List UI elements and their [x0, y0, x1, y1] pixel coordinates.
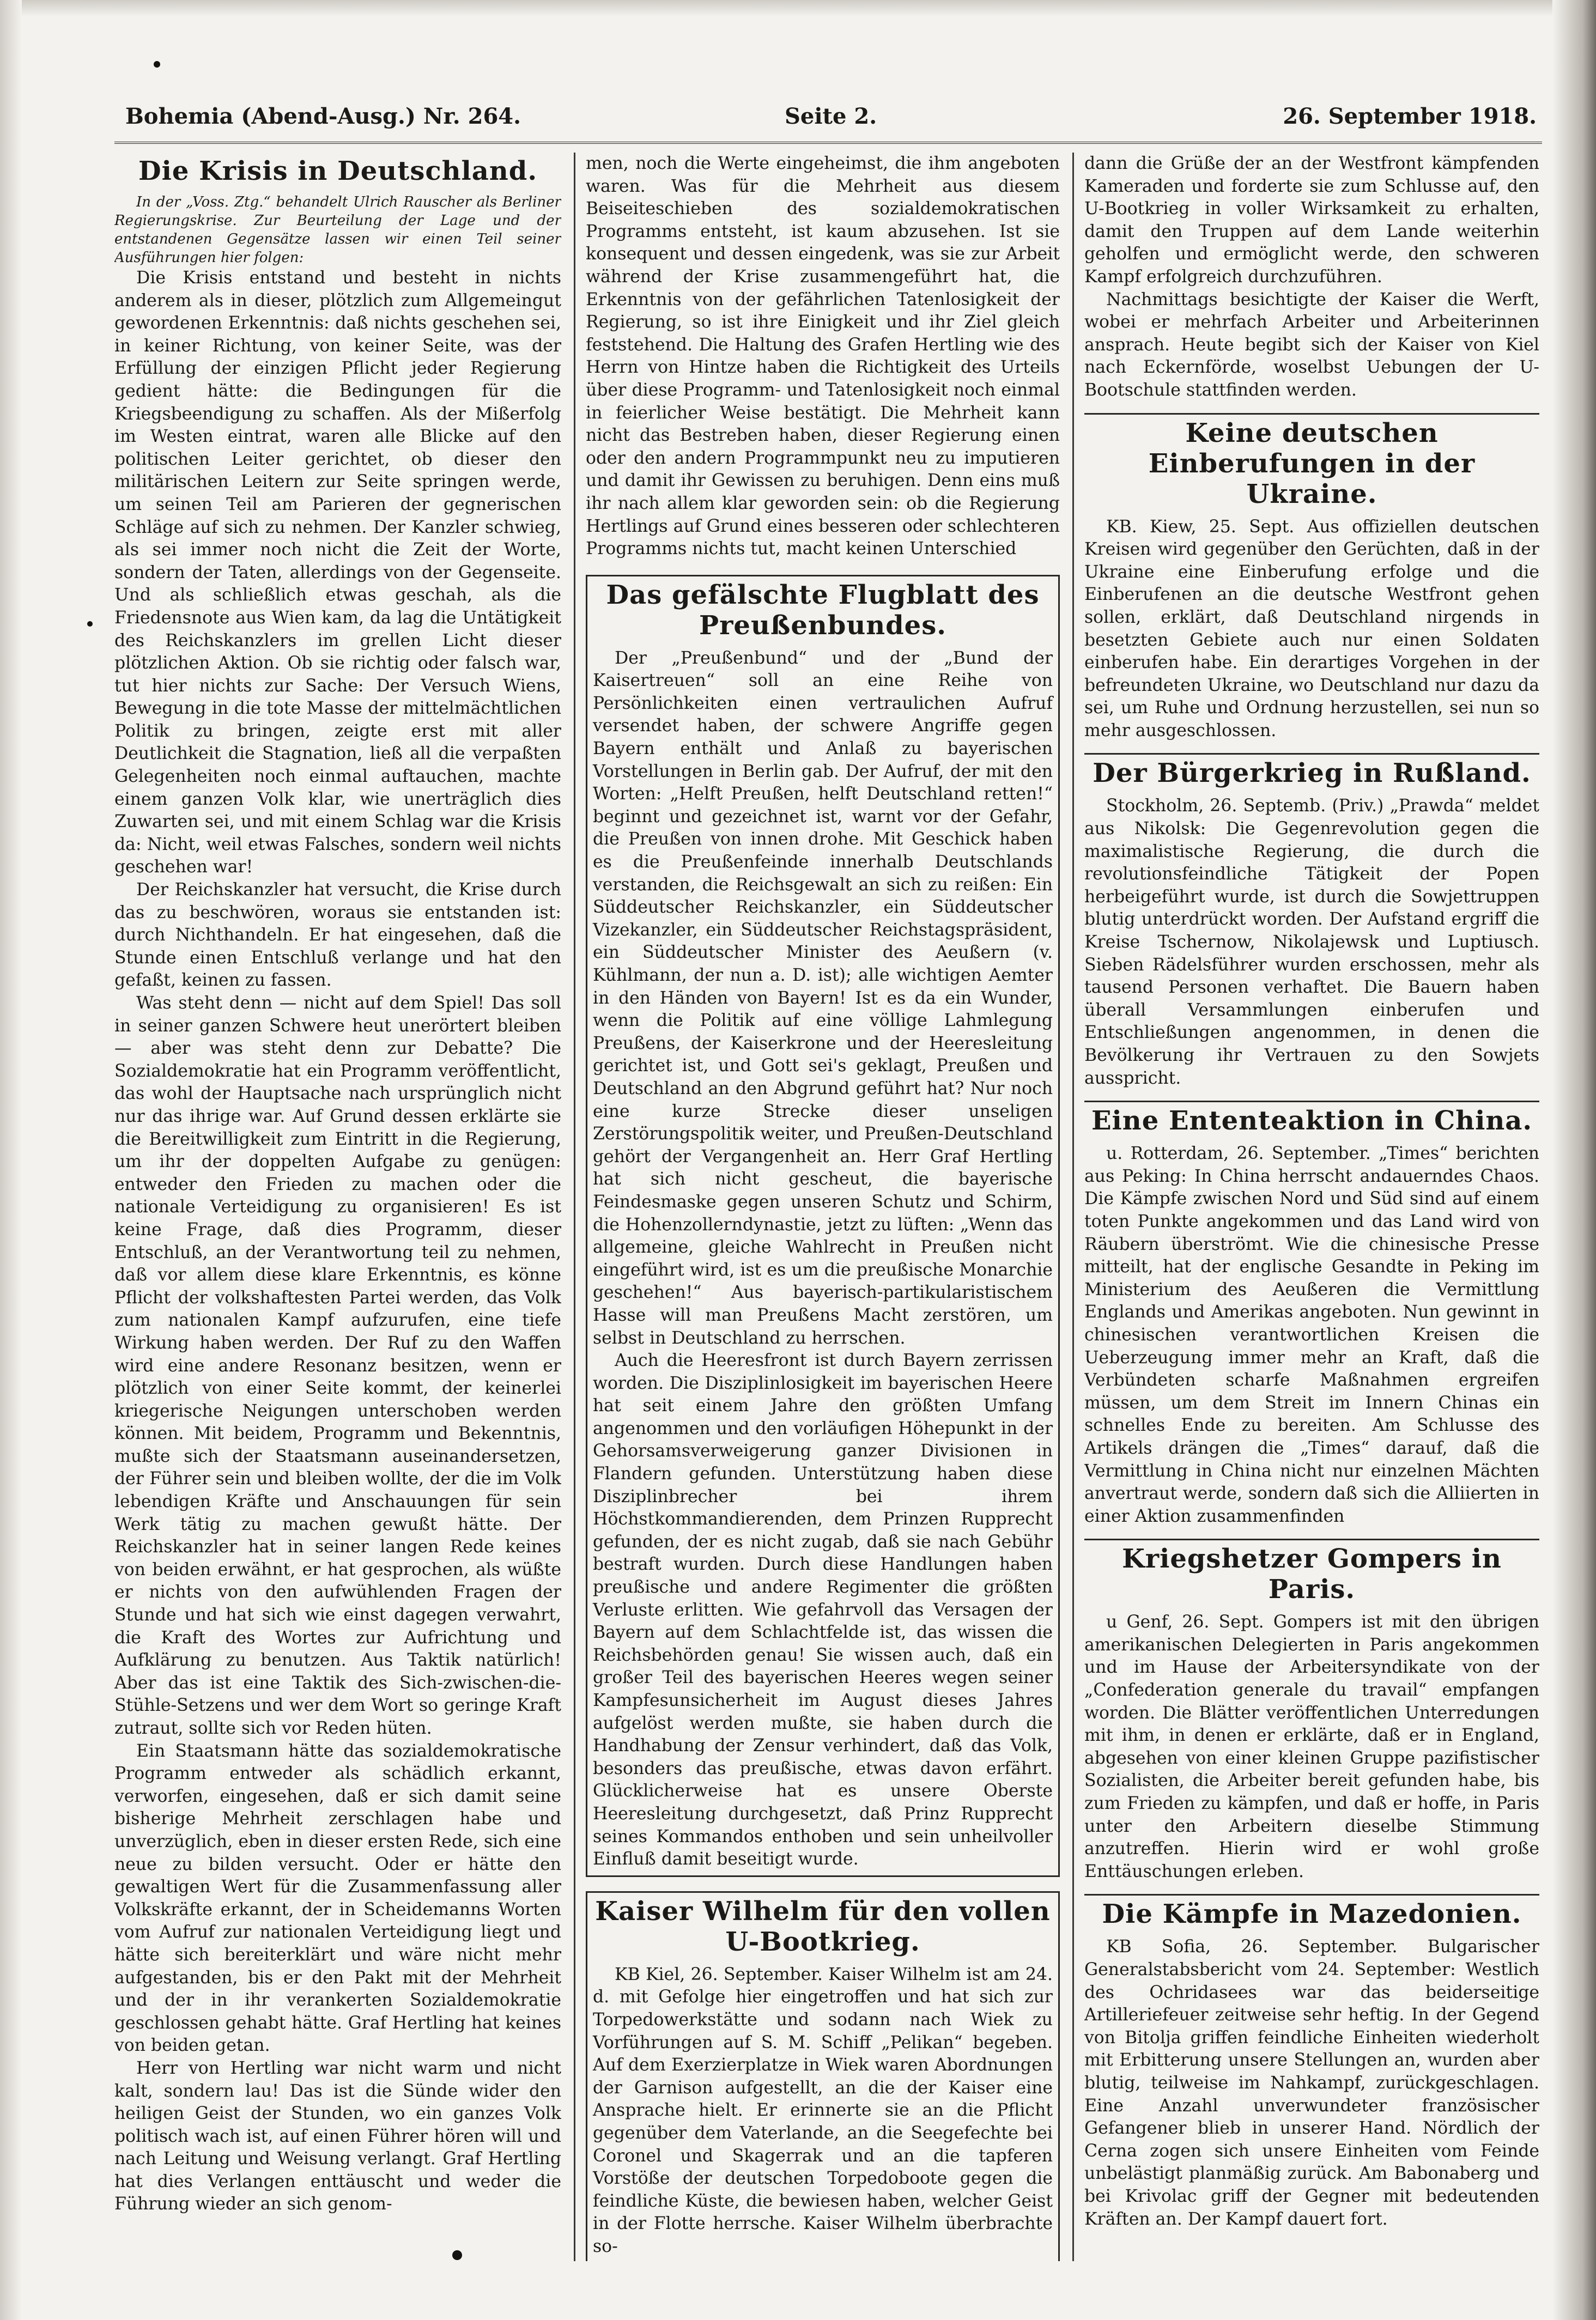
- article-box-kaiser: [586, 1891, 1060, 2261]
- article-paragraph: Nachmittags besichtigte der Kaiser die Werft, wobei er mehrfach Arbeiter und Arbeiterinnen ansprach. Heute begibt sich der Kaiser von Kiel nach Eckernförde, woselbst Uebungen der U-Bootschule stattfinden werden.: [1084, 289, 1539, 400]
- scan-edge-right: [1552, 0, 1596, 2320]
- newspaper-page: [114, 87, 1542, 2267]
- article-title-russland: Der Bürgerkrieg in Rußland.: [1093, 758, 1531, 789]
- article-continuation: men, noch die Werte eingeheimst, die ihm angeboten waren. Was für die Mehrheit aus diesem Beiseiteschieben des sozialdemokratischen Programms entsteht, ist kaum abzusehen. Ist sie konsequent und dessen eingedenk, was sie zur Arbeit während der Krise zusammengeführt hat, die Erkenntnis von der gefährlichen Tatenlosigkeit der Regierung, so ist ihre Einigkeit und ihr Ziel gleich feststehend. Die Haltung des Grafen Hertling wie des Herrn von Hintze haben die Richtigkeit des Urteils über diese Programm- und Tatenlosigkeit noch einmal in feierlicher Weise bestätigt. Die Mehrheit kann nicht das Bestreben haben, dieser Regierung einen oder den andern Programmpunkt neu zu imputieren und damit ihr Gewissen zu beruhigen. Denn eins muß ihr nach allem klar geworden sein: ob die Regierung Hertlings auf Grund eines besseren oder schlechteren Programms nichts tut, macht keinen Unterschied: [586, 154, 1060, 559]
- article-separator: [1084, 1539, 1539, 1540]
- masthead: [114, 104, 1542, 142]
- masthead-paper-issue: Bohemia (Abend-Ausg.) Nr. 264.: [125, 104, 521, 129]
- column-3: [1084, 153, 1539, 2261]
- article-separator: [1084, 753, 1539, 755]
- article-continuation: dann die Grüße der an der Westfront kämpfenden Kameraden und forderte sie zum Schlusse auf, den U-Bootkrieg in voller Wirksamkeit zu erhalten, damit den Truppen auf dem Lande weiterhin geholfen und ermöglicht werde, den schweren Kampf erfolgreich durchzuführen.: [1084, 154, 1539, 287]
- article-paragraph: u. Rotterdam, 26. September. „Times“ berichten aus Peking: In China herrscht andauerndes Chaos. Die Kämpfe zwischen Nord und Süd sind auf einem toten Punkte angekommen und das Land wird von Räubern überströmt. Wie die chinesische Presse mitteilt, hat der englische Gesandte in Peking im Ministerium des Aeußeren die Vermittlung Englands und Amerikas angeboten. Nun gewinnt in chinesischen verantwortlichen Kreisen die Ueberzeugung immer mehr an Kraft, daß die Verbündeten scharfe Maßnahmen ergreifen müssen, um dem Streit im Innern Chinas ein schnelles Ende zu bereiten. Am Schlusse des Artikels drängen die „Times“ darauf, daß die Vermittlung in China nicht nur einzelnen Mächten anvertraut werde, sondern daß sich die Alliierten in einer Aktion zusammenfinden: [1084, 1144, 1539, 1526]
- ink-speck: [87, 621, 93, 627]
- article-paragraph: Der Reichskanzler hat versucht, die Krise durch das zu beschwören, woraus sie entstanden ist: durch Nichthandeln. Er hat eingesehen, daß die Stunde einen Entschluß verlange und hat den gefaßt, keinen zu fassen.: [114, 880, 561, 991]
- article-paragraph: Ein Staatsmann hätte das sozialdemokratische Programm entweder als schädlich erkannt, verworfen, eingesehen, daß er sich damit seine bisherige Mehrheit zerschlagen habe und unverzüglich, eben in dieser ersten Rede, sich eine neue zu bilden versucht. Oder er hätte den gewaltigen Wert für die Zusammenfassung aller Volkskräfte erkannt, der in Scheidemanns Worten vom Aufruf zur nationalen Verteidigung liegt und hätte sich bereiterklärt und wäre nicht mehr aufgestanden, bis er den Pakt mit der Mehrheit und der in ihr verankerten Sozialdemokratie geschlossen gehabt hätte. Graf Hertling hat keines von beiden getan.: [114, 1741, 561, 2056]
- article-paragraph: u Genf, 26. Sept. Gompers ist mit den übrigen amerikanischen Delegierten in Paris angekommen und im Hause der Arbeitersyndikate von der „Confederation generale du travail“ empfangen worden. Die Blätter veröffentlichen Unterredungen mit ihm, in denen er erklärte, daß er in England, abgesehen von einer kleinen Gruppe pazifistischer Sozialisten, die Arbeiter bereit gefunden habe, bis zum Frieden zu kämpfen, und daß er hoffe, in Paris unter den Arbeitern dieselbe Stimmung anzutreffen. Hierin wird er wohl große Enttäuschungen erleben.: [1084, 1612, 1539, 1881]
- article-separator: [1084, 1101, 1539, 1102]
- article-title-kaiser: Kaiser Wilhelm für den vollen U-Bootkrieg.: [595, 1896, 1051, 1957]
- column-2: [586, 153, 1060, 2261]
- article-box-flugblatt: [586, 575, 1060, 1877]
- scan-edge-left: [0, 0, 22, 2320]
- article-paragraph: KB Kiel, 26. September. Kaiser Wilhelm ist am 24. d. mit Gefolge hier eingetroffen und hat sich zur Torpedowerkstätte und sodann nach Wiek zu Vorführungen auf S. M. Schiff „Pelikan“ begeben. Auf dem Exerzierplatze in Wiek waren Abordnungen der Garnison aufgestellt, an die der Kaiser eine Ansprache hielt. Er erinnerte sie an die Pflicht gegenüber dem Vaterlande, an die Seegefechte bei Coronel und Skagerrak und an die tapferen Vorstöße der deutschen Torpedoboote gegen die feindliche Küste, die bewiesen haben, welcher Geist in der Flotte herrsche. Kaiser Wilhelm überbrachte so-: [593, 1964, 1053, 2256]
- article-separator: [1084, 413, 1539, 415]
- masthead-rule: [114, 142, 1542, 144]
- masthead-page-number: Seite 2.: [785, 104, 877, 129]
- column-rule: [574, 153, 575, 2261]
- article-title-china: Eine Ententeaktion in China.: [1091, 1106, 1533, 1137]
- article-separator: [1084, 1894, 1539, 1896]
- column-1: [114, 153, 561, 2261]
- article-title-gompers: Kriegshetzer Gompers in Paris.: [1122, 1544, 1502, 1605]
- scan-edge-top: [0, 0, 1596, 16]
- article-intro: In der „Voss. Ztg.“ behandelt Ulrich Rauscher als Berliner Regierungskrise. Zur Beurteilung der Lage und der entstandenen Gegensätze lassen wir einen Teil seiner Ausführungen hier folgen:: [114, 194, 561, 266]
- article-paragraph: Der „Preußenbund“ und der „Bund der Kaisertreuen“ soll an eine Reihe von Persönlichkeiten einen vertraulichen Aufruf versendet haben, der schwere Angriffe gegen Bayern enthält und Anlaß zu bayerischen Vorstellungen in Berlin gab. Der Aufruf, der mit den Worten: „Helft Preußen, helft Deutschland retten!“ beginnt und gezeichnet ist, warnt vor der Gefahr, die Preußen von innen drohe. Mit Geschick haben es die Preußenfeinde innerhalb Deutschlands verstanden, die Reichsgewalt an sich zu reißen: Ein Süddeutscher Reichskanzler, ein Süddeutscher Vizekanzler, ein Süddeutscher Reichstagspräsident, ein Süddeutscher Minister des Aeußern (v. Kühlmann, der nun a. D. ist); alle wichtigen Aemter in den Händen von Bayern! Ist es da ein Wunder, wenn die Politik auf eine völlige Lahmlegung Preußens, der Kaiserkrone und der Heeresleitung gerichtet ist, und Gott sei's geklagt, Preußen und Deutschland an den Abgrund geführt hat? Nur noch eine kurze Strecke dieser unseligen Zerstörungspolitik weiter, und Preußen-Deutschland gehört der Vergangenheit an. Herr Graf Hertling hat sich nicht gescheut, die bayerische Feindesmaske gegen unseren Schutz und Schirm, die Hohenzollerndynastie, jetzt zu lüften: „Wenn das allgemeine, gleiche Wahlrecht in Preußen nicht eingeführt wird, ist es um die preußische Monarchie geschehen!“ Aus bayerisch-partikularistischem Hasse will man Preußens Macht zerstören, um selbst in Deutschland zu herrschen.: [593, 648, 1053, 1348]
- article-paragraph: Was steht denn — nicht auf dem Spiel! Das soll in seiner ganzen Schwere heut unerörtert bleiben — aber was steht denn zur Debatte? Die Sozialdemokratie hat ein Programm veröffentlicht, das wohl der Hauptsache nach ursprünglich nicht nur das ihrige war. Auf Grund dessen erklärte sie die Bereitwilligkeit zum Eintritt in die Regierung, um ihr der doppelten Aufgabe zu genügen: entweder den Frieden zu machen oder die nationale Verteidigung zu organisieren! Es ist keine Frage, daß dies Programm, dieser Entschluß, an der Verantwortung teil zu nehmen, daß vor allem diese klare Erkenntnis, es könne Pflicht der volkshaftesten Partei werden, das Volk zum nationalen Kampf aufzurufen, eine tiefe Wirkung haben werden. Der Ruf zu den Waffen wird eine andere Resonanz besitzen, wenn er plötzlich von einer Seite kommt, der keinerlei kriegerische Neigungen unterschoben werden können. Mit beidem, Programm und Bekenntnis, mußte sich der Staatsmann auseinandersetzen, der Führer sein und bleiben wollte, der die im Volk lebendigen Kräfte und Anschauungen für sein Werk tätig zu machen gewußt hätte. Der Reichskanzler hat in seiner langen Rede keines von beiden erwähnt, er hat gesprochen, als wüßte er nichts von den aufwühlenden Fragen der Stunde und hat sich wie einst dagegen verwahrt, die Kraft des Wortes zur Aufrichtung und Aufklärung zu benutzen. Aus Taktik natürlich! Aber das ist eine Taktik des Sich-zwischen-die-Stühle-Setzens und wer dem Wort so geringe Kraft zutraut, sollte sich vor Reden hüten.: [114, 993, 561, 1738]
- article-paragraph: Auch die Heeresfront ist durch Bayern zerrissen worden. Die Disziplinlosigkeit im bayerischen Heere hat seit einem Jahre den größten Umfang angenommen und den vorläufigen Höhepunkt in der Gehorsamsverweigerung ganzer Divisionen in Flandern gefunden. Unterstützung haben diese Disziplinbrecher bei ihrem Höchstkommandierenden, dem Prinzen Rupprecht gefunden, der es nicht zugab, daß sie nach Gebühr bestraft wurden. Durch diese Handlungen haben preußische und andere Regimenter die größten Verluste erlitten. Wie gefahrvoll das Versagen der Bayern auf dem Schlachtfelde ist, das wissen die Reichsbehörden genau! Sie wissen auch, daß ein großer Teil des bayerischen Heeres wegen seiner Kampfesunsicherheit im August dieses Jahres aufgelöst werden mußte, sie haben durch die Handhabung der Zensur verhindert, daß das Volk, besonders das preußische, etwas davon erfährt. Glücklicherweise hat es unsere Oberste Heeresleitung durchgesetzt, daß Prinz Rupprecht seines Kommandos enthoben und sein unheilvoller Einfluß damit beseitigt wurde.: [593, 1351, 1053, 1869]
- column-rule: [1072, 153, 1074, 2261]
- article-paragraph: Die Krisis entstand und besteht in nichts anderem als in dieser, plötzlich zum Allgemeingut gewordenen Erkenntnis: daß nichts geschehen sei, in keiner Richtung, von keiner Seite, was der Erfüllung der einzigen Pflicht jeder Regierung gedient hätte: die Bedingungen für die Kriegsbeendigung zu schaffen. Als der Mißerfolg im Westen eintrat, waren alle Blicke auf den politischen Leiter gerichtet, ob dieser den militärischen Leitern zur Seite springen werde, um seinen Teil am Parieren der gegnerischen Schläge auf sich zu nehmen. Der Kanzler schwieg, als sei immer noch nicht die Zeit der Worte, sondern der Taten, allerdings von der Gegenseite. Und als schließlich etwas geschah, als die Friedensnote aus Wien kam, da lag die Untätigkeit des Reichskanzlers im grellen Licht dieser plötzlichen Aktion. Ob sie richtig oder falsch war, tut hier nichts zur Sache: Der Versuch Wiens, Bewegung in die tote Masse der mittelmächtlichen Politik zu bringen, zeigte erst mit aller Deutlichkeit die Stagnation, ließ all die verpaßten Gelegenheiten noch einmal auftauchen, machte einem ganzen Volk klar, wie unerträglich dies Zuwarten sei, und mit einem Schlag war die Krisis da: Nicht, weil etwas Falsches, sondern weil nichts geschehen war!: [114, 268, 561, 877]
- ink-speck: [154, 61, 160, 68]
- article-title-mazedonien: Die Kämpfe in Mazedonien.: [1102, 1899, 1522, 1930]
- article-paragraph: KB. Kiew, 25. Sept. Aus offiziellen deutschen Kreisen wird gegenüber den Gerüchten, daß in der Ukraine eine Einberufung erfolge und die Einberufenen an die deutsche Westfront gehen sollen, erklärt, daß Deutschland nirgends in besetzten Gebiete auch nur einen Soldaten einberufen habe. Ein derartiges Vorgehen in der befreundeten Ukraine, wo Deutschland nur dazu da sei, um Ruhe und Ordnung herzustellen, sei nun so mehr ausgeschlossen.: [1084, 517, 1539, 740]
- article-paragraph: Herr von Hertling war nicht warm und nicht kalt, sondern lau! Das ist die Sünde wider den heiligen Geist der Stunden, wo ein ganzes Volk politisch wach ist, auf einen Führer hören will und nach Leitung und Weisung verlangt. Graf Hertling hat dies Verlangen enttäuscht und weder die Führung wieder an sich genom-: [114, 2058, 561, 2214]
- masthead-date: 26. September 1918.: [1283, 104, 1537, 129]
- article-paragraph: Stockholm, 26. Septemb. (Priv.) „Prawda“ meldet aus Nikolsk: Die Gegenrevolution gegen die maximalistische Regierung, die durch die revolutionsfeindliche Tätigkeit der Popen herbeigeführt wurde, ist durch die Sowjettruppen blutig unterdrückt worden. Der Aufstand ergriff die Kreise Tschernow, Nikolajewsk und Luptiusch. Sieben Rädelsführer wurden erschossen, mehr als tausend Personen verhaftet. Die Bauern haben überall Versammlungen einberufen und Entschließungen angenommen, in denen die Bevölkerung ihr Vertrauen zu den Sowjets ausspricht.: [1084, 796, 1539, 1088]
- article-title-flugblatt: Das gefälschte Flugblatt des Preußenbundes.: [606, 579, 1040, 641]
- article-paragraph: KB Sofia, 26. September. Bulgarischer Generalstabsbericht vom 24. September: Westlich des Ochridasees war das beiderseitige Artilleriefeuer zeitweise sehr heftig. In der Gegend von Bitolja griffen feindliche Einheiten wiederholt mit Erbitterung unsere Stellungen an, wurden aber blutig, teilweise im Nahkampf, zurückgeschlagen. Eine Anzahl unverwundeter französischer Gefangener blieb in unserer Hand. Nördlich der Cerna zogen sich unsere Einheiten vom Feinde unbelästigt planmäßig zurück. Am Babonaberg und bei Krivolac griff der Gegner mit bedeutenden Kräften an. Der Kampf dauert fort.: [1084, 1937, 1539, 2229]
- article-title-krisis: Die Krisis in Deutschland.: [138, 156, 538, 186]
- article-title-ukraine: Keine deutschen Einberufungen in der Ukraine.: [1148, 417, 1476, 509]
